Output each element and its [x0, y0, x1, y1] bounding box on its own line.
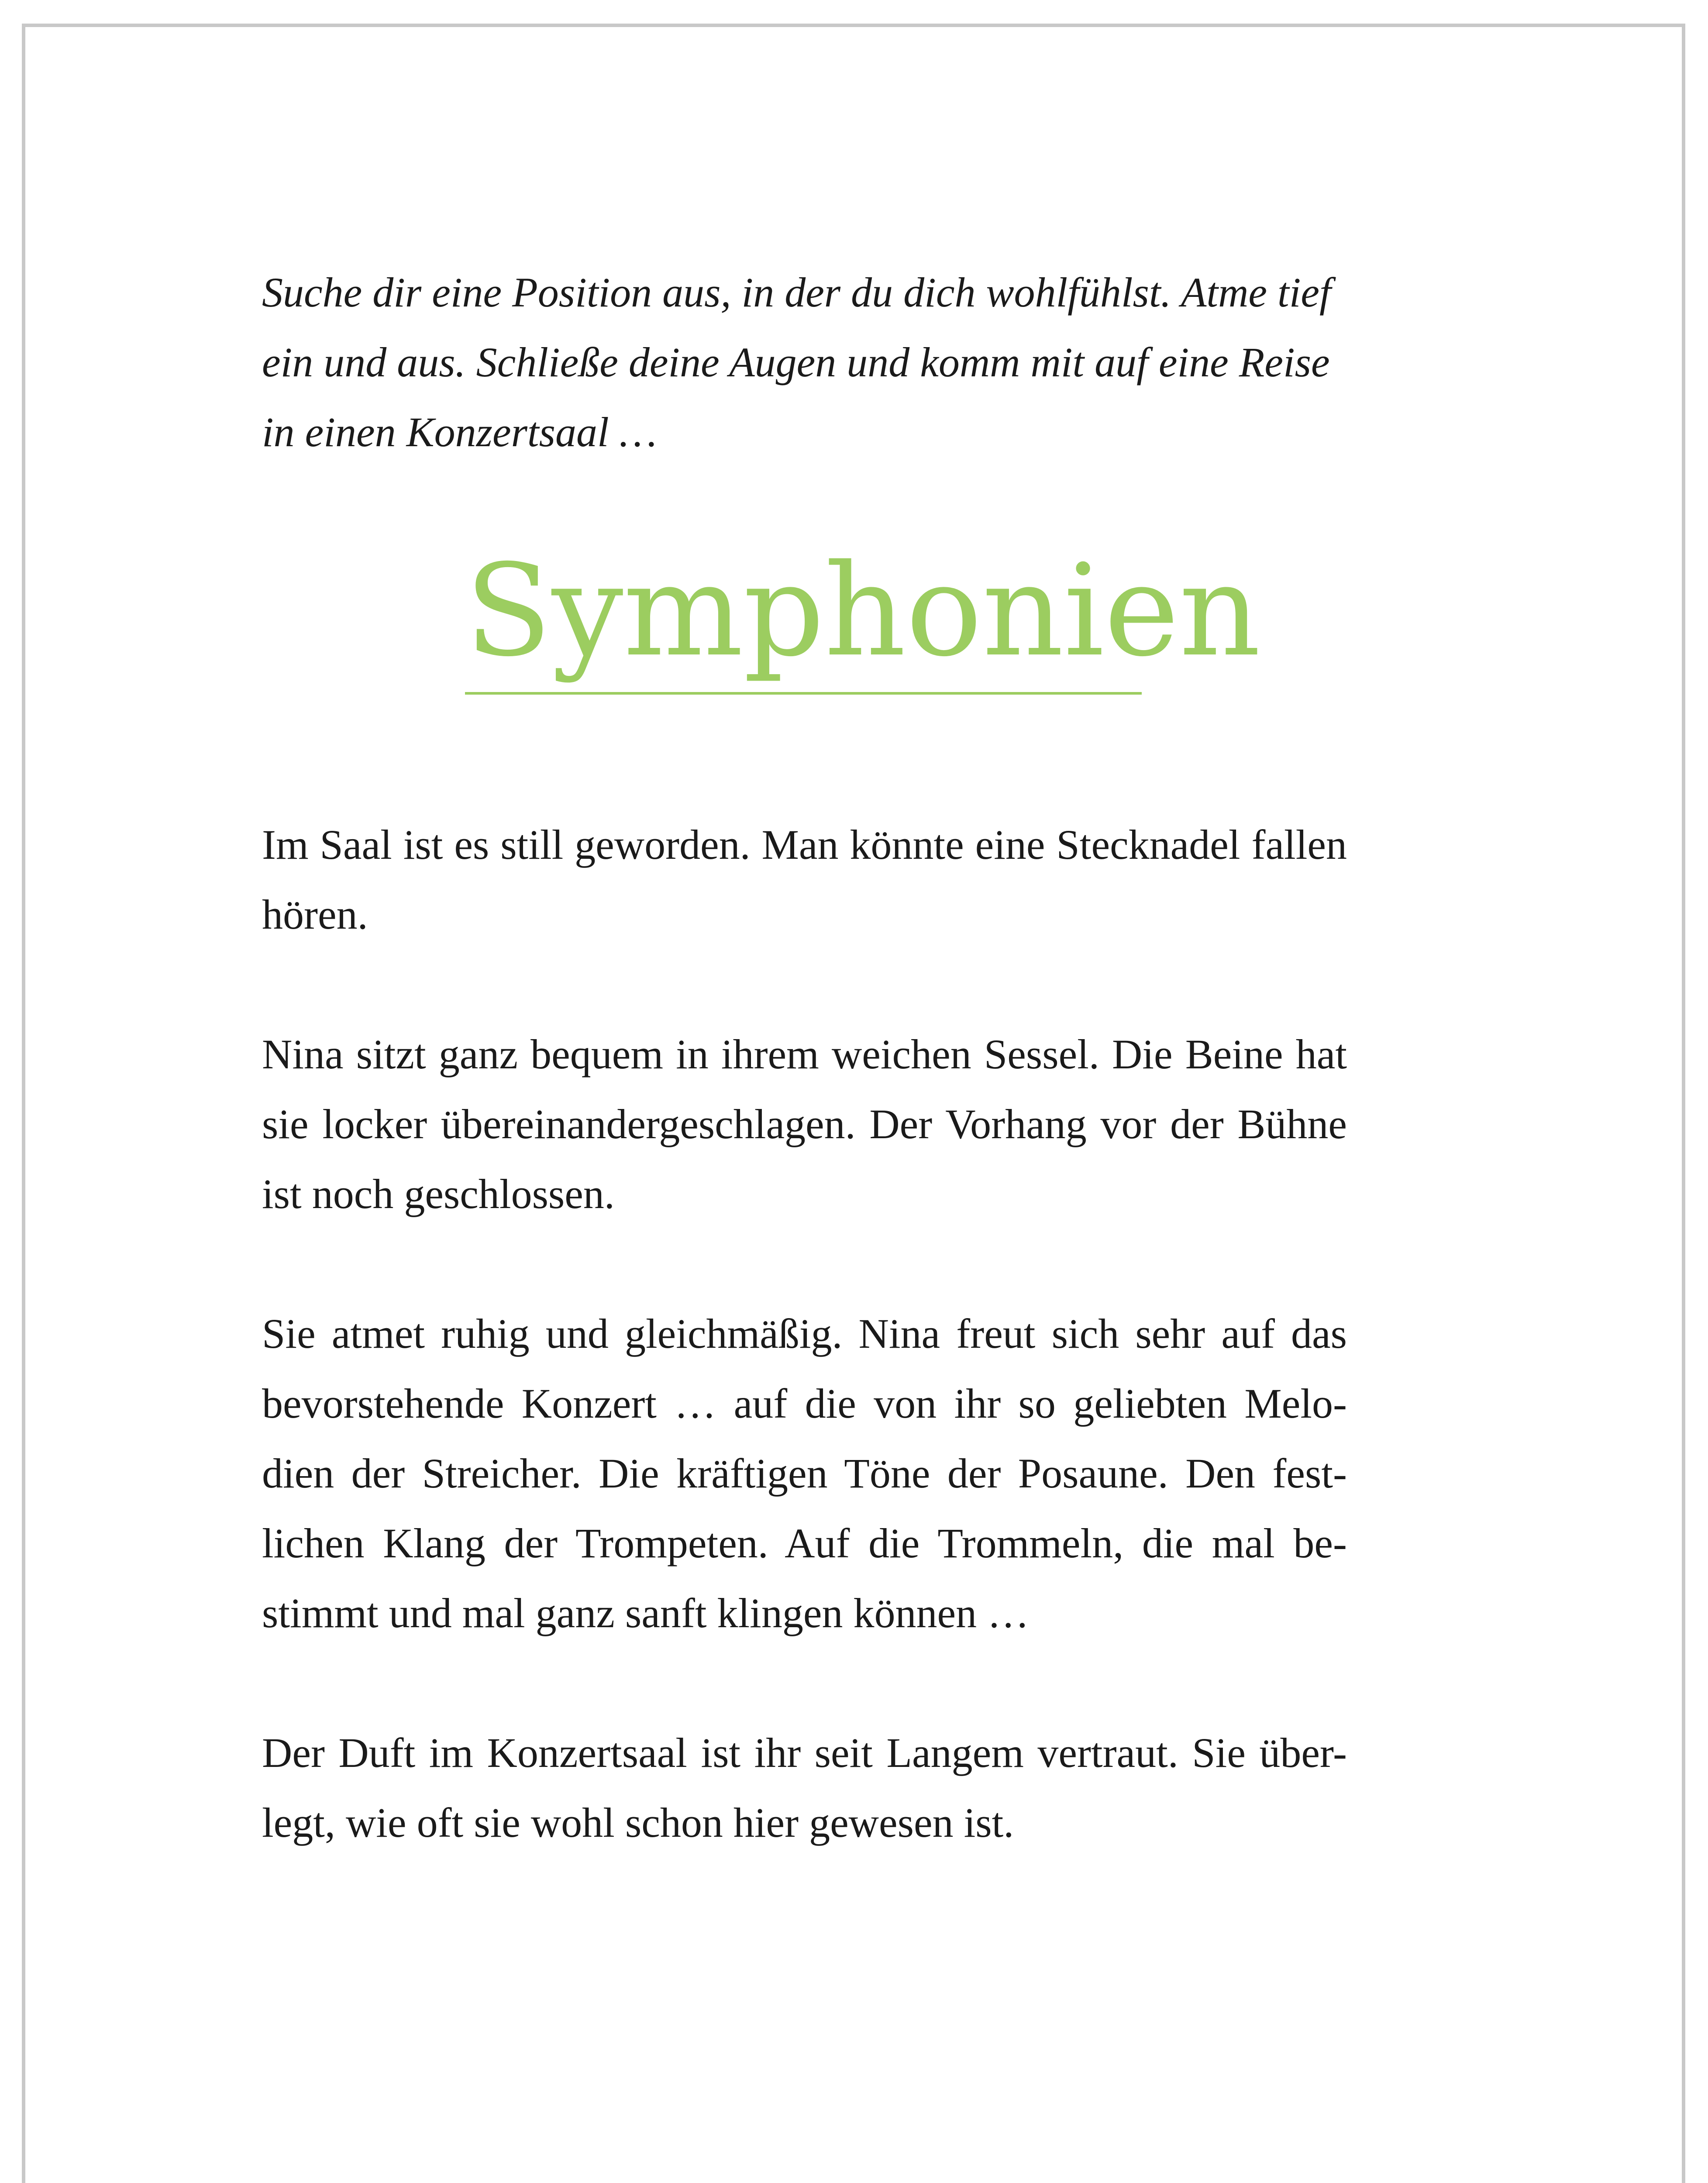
intro-line: ein und aus. Schließe deine Augen und komm mit auf eine Reise — [262, 339, 1330, 386]
chapter-title: Symphonien — [465, 537, 1261, 685]
paragraph-line: sie locker übereinandergeschlagen. Der Vorhang vor der Bühne — [262, 1101, 1347, 1147]
paragraph-line: stimmt und mal ganz sanft klingen können … — [262, 1590, 1030, 1636]
paragraph-line: Im Saal ist es still geworden. Man könnte eine Stecknadel fallen — [262, 821, 1347, 868]
paragraph-1 — [262, 810, 1347, 950]
paragraph-line: dien der Streicher. Die kräftigen Töne der Posaune. Den fest- — [262, 1450, 1347, 1497]
paragraph-line: lichen Klang der Trompeten. Auf die Trommeln, die mal be- — [262, 1520, 1347, 1567]
paragraph-line: Nina sitzt ganz bequem in ihrem weichen Sessel. Die Beine hat — [262, 1031, 1347, 1078]
paragraph-line: Sie atmet ruhig und gleichmäßig. Nina freut sich sehr auf das — [262, 1310, 1347, 1357]
story-body — [262, 810, 1347, 1928]
paragraph-line: legt, wie oft sie wohl schon hier gewesen ist. — [262, 1799, 1014, 1846]
intro-line: Suche dir eine Position aus, in der du dich wohlfühlst. Atme tief — [262, 269, 1331, 316]
paragraph-3 — [262, 1299, 1347, 1648]
paragraph-line: hören. — [262, 891, 368, 938]
paragraph-line: ist noch geschlossen. — [262, 1171, 615, 1217]
intro-instructions — [262, 258, 1347, 467]
paragraph-line: bevorstehende Konzert … auf die von ihr so geliebten Melo- — [262, 1380, 1347, 1427]
intro-line: in einen Konzertsaal … — [262, 409, 657, 455]
title-underline — [465, 692, 1142, 695]
paragraph-line: Der Duft im Konzertsaal ist ihr seit Langem vertraut. Sie über- — [262, 1729, 1347, 1776]
paragraph-4 — [262, 1718, 1347, 1858]
paragraph-2 — [262, 1019, 1347, 1229]
